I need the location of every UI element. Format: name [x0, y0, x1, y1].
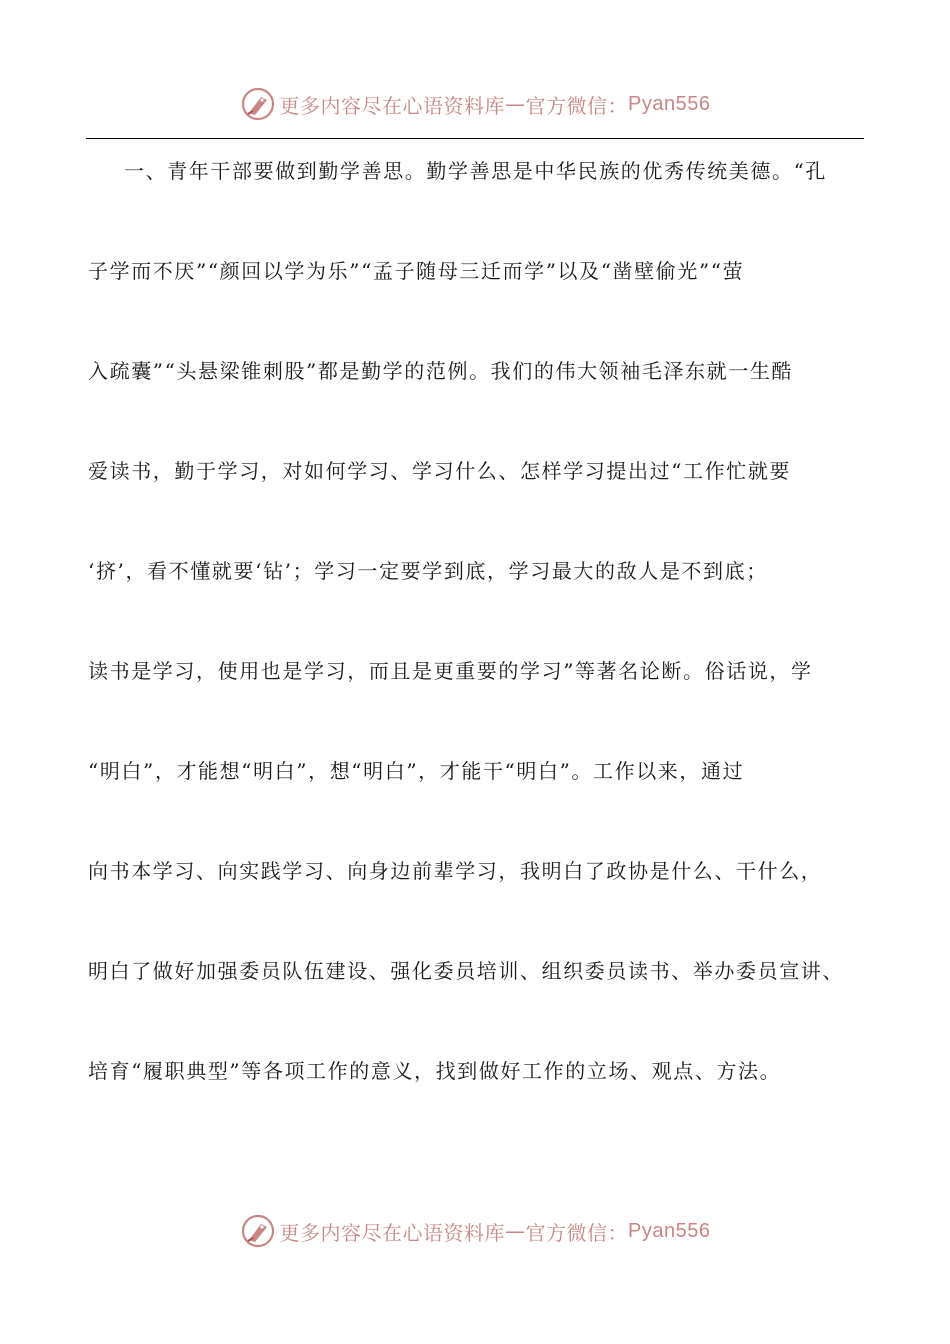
- watermark-official: 官方微信：: [525, 1220, 629, 1245]
- body-line: “明白”，才能想“明白”，想“明白”，才能干“明白”。工作以来，通过: [88, 759, 745, 783]
- watermark-handle: Pyan556: [628, 1219, 711, 1242]
- body-line: 明白了做好加强委员队伍建设、强化委员培训、组织委员读书、举办委员宣讲、: [88, 959, 844, 983]
- body-line: 培育“履职典型”等各项工作的意义，找到做好工作的立场、观点、方法。: [88, 1059, 782, 1083]
- watermark-brand: 更多内容尽在心语资料库: [279, 1220, 506, 1245]
- document-body: [88, 148, 864, 1148]
- watermark-separator: —: [505, 1219, 526, 1243]
- body-line: 入疏囊”“头悬梁锥刺股”都是勤学的范例。我们的伟大领袖毛泽东就一生酷: [88, 359, 794, 383]
- body-line: 向书本学习、向实践学习、向身边前辈学习，我明白了政协是什么、干什么，: [88, 859, 823, 883]
- watermark-brand: 更多内容尽在心语资料库: [279, 93, 506, 118]
- header-watermark: [0, 84, 950, 124]
- footer-watermark: [0, 1211, 950, 1251]
- body-line: 爱读书，勤于学习，对如何学习、学习什么、怎样学习提出过“工作忙就要: [88, 459, 792, 483]
- body-line: ‘挤’，看不懂就要‘钻’；学习一定要学到底，学习最大的敌人是不到底；: [88, 559, 768, 583]
- pen-nib-logo-icon: [240, 1213, 276, 1249]
- header-rule: [86, 138, 864, 139]
- body-line: 一、青年干部要做到勤学善思。勤学善思是中华民族的优秀传统美德。“孔: [124, 159, 828, 183]
- pen-nib-logo-icon: [240, 86, 276, 122]
- body-line: 子学而不厌”“颜回以学为乐”“孟子随母三迁而学”以及“凿壁偷光”“萤: [88, 259, 745, 283]
- watermark-separator: —: [505, 92, 526, 116]
- body-line: 读书是学习，使用也是学习，而且是更重要的学习”等著名论断。俗话说，学: [88, 659, 813, 683]
- watermark-handle: Pyan556: [628, 92, 711, 115]
- watermark-official: 官方微信：: [525, 93, 629, 118]
